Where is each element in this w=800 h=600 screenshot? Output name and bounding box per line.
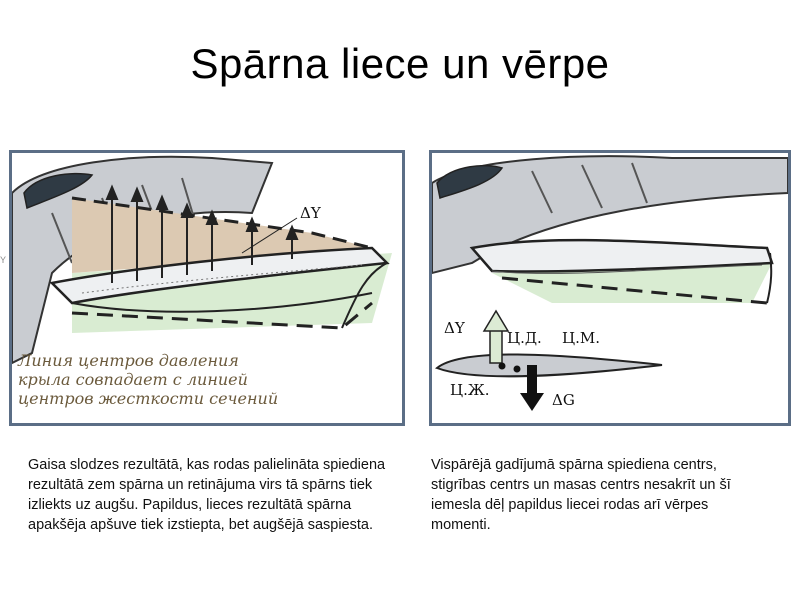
bending-caption: Gaisa slodzes rezultātā, kas rodas palielināta spiediena rezultātā zem spārna un retinājuma virs tā spārns tiek izliekts uz augšu. Papildus, lieces rezultātā spārna apakšēja apšuve tiek izstiepta, bet augšējā saspiesta. (28, 457, 386, 533)
stiffness-center-label: Ц.Ж. (450, 381, 490, 399)
torsion-caption: Vispārējā gadījumā spārna spiediena centrs, stigrības centrs un masas centrs nesakrīt un šī iemesla dēļ papildus liecei rodas arī vērpes momenti. (431, 457, 731, 533)
delta-y-label: ΔY (444, 319, 465, 337)
pressure-center-note-line-2: крыла совпадает с линией (18, 370, 248, 389)
mass-center-label: Ц.М. (562, 329, 600, 347)
wing-torsion-drawing (432, 153, 788, 423)
pressure-center-note (18, 351, 318, 408)
pressure-center-label: Ц.Д. (507, 329, 542, 347)
side-mark: Y (0, 255, 7, 265)
slide-title: Spārna liece un vērpe (190, 40, 610, 87)
delta-y-label: ΔY (300, 204, 321, 222)
pressure-center-note-line-1: Линия центров давления (18, 351, 239, 370)
wing-torsion-illustration (429, 150, 791, 426)
delta-g-label: ΔG (552, 391, 575, 409)
wing-bending-illustration (9, 150, 405, 426)
airfoil-section (437, 354, 662, 376)
pressure-center-note-line-3: центров жесткости сечений (18, 389, 279, 408)
